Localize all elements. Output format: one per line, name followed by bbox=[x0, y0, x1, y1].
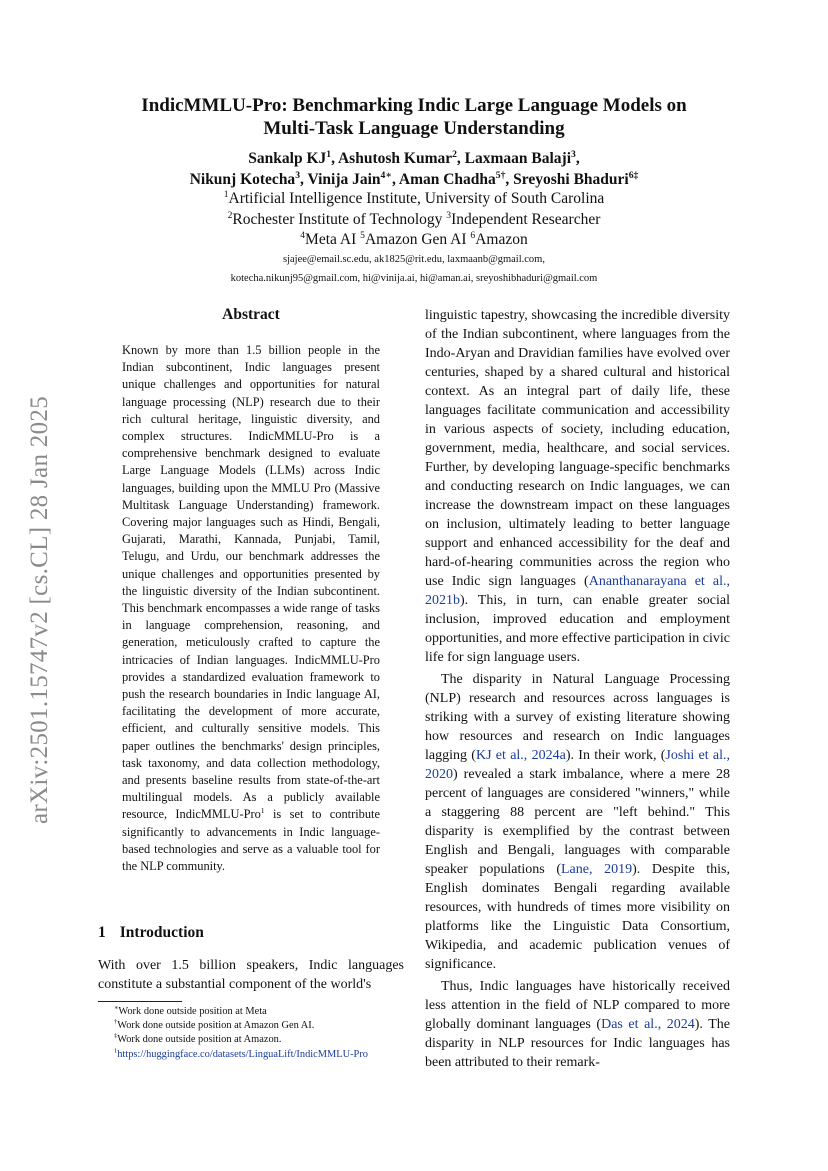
footnote: ∗Work done outside position at Meta bbox=[114, 1004, 267, 1017]
author-name: Laxmaan Balaji bbox=[464, 150, 572, 167]
citation-link[interactable]: Joshi et al., 2020 bbox=[425, 748, 731, 782]
footnote-divider bbox=[98, 1001, 182, 1002]
abstract-heading: Abstract bbox=[222, 306, 280, 323]
right-column bbox=[425, 306, 730, 1072]
author-name: Aman Chadha bbox=[398, 171, 496, 188]
footnote: †Work done outside position at Amazon Gen AI. bbox=[114, 1018, 315, 1032]
section-heading: 1 Introduction bbox=[98, 924, 204, 941]
author-list: Sankalp $KJ^1$, Ashutosh Kumar$^2$, Laxmaan Balaji$^3$, Nikunj Kotecha$^3$, Vinija Jain$^{4∗}$, Aman Chadha$^{5\dagger}$, Sreyoshi Bhaduri$^{6\ddagger}$ bbox=[189, 148, 639, 188]
author-name: Ashutosh Kumar bbox=[337, 150, 453, 167]
author-name: Nikunj Kotecha bbox=[189, 171, 296, 188]
citation-link[interactable]: KJ et al., 2024a bbox=[475, 748, 566, 763]
paragraph: linguistic tapestry, showcasing the incredible diversity of the Indian subcontinent, where languages from the Indo-Aryan and Dravidian families have evolved over centuries, shaped by a shared cultural and historical context. As an integral part of daily life, these languages facilitate communication and accessibility in various aspects of society, including education, government, media, healthcare, and social services. Further, by developing language-specific benchmarks and conducting research on Indic languages, we can increase the downstream impact on these languages on inclusion, ultimately leading to better language support and enhanced accessibility for the deaf and hard-of-hearing communities across the region who use Indic sign languages (Ananthanarayana et al., 2021b). This, in turn, can enable greater social inclusion, improved education and employment opportunities, and more effective participation in civic life for sign language users. bbox=[425, 308, 730, 665]
citation-link[interactable]: Das et al., 2024 bbox=[601, 1017, 695, 1032]
footnote: $^1$https://huggingface.co/datasets/LinguaLift/IndicMMLU-Pro bbox=[114, 1047, 368, 1060]
author-name: Sreyoshi Bhaduri bbox=[513, 171, 629, 188]
citation-link[interactable]: Lane, 2019 bbox=[561, 862, 633, 877]
dataset-link[interactable]: https://huggingface.co/datasets/LinguaLift/IndicMMLU-Pro bbox=[117, 1048, 368, 1060]
author-name: Sankalp KJ bbox=[248, 150, 327, 167]
author-emails: sjajee@email.sc.edu, ak1825@rit.edu, laxmaanb@gmail.com, kotecha.nikunj95@gmail.com, hi@vinija.ai, hi@aman.ai, sreyoshibhaduri@gmail.com bbox=[230, 254, 598, 284]
arxiv-identifier: arXiv:2501.15747v2 [cs.CL] 28 Jan 2025 bbox=[26, 395, 53, 825]
author-name: Vinija Jain bbox=[307, 171, 381, 188]
footnotes bbox=[98, 1005, 404, 1062]
footnote-ref: 1 bbox=[260, 806, 265, 816]
footnote: ‡Work done outside position at Amazon. bbox=[114, 1032, 282, 1046]
citation-link[interactable]: Ananthanarayana et al., 2021b bbox=[425, 574, 730, 608]
paper-title: IndicMMLU-Pro: Benchmarking Indic Large Language Models on Multi-Task Language Understanding bbox=[141, 95, 687, 139]
paragraph: Thus, Indic languages have historically received less attention in the field of NLP compared to more globally dominant languages (Das et al., 2024). The disparity in NLP resources for Indic languages has been attributed to their remark- bbox=[425, 979, 730, 1070]
abstract-body: Known by more than 1.5 billion people in the Indian subcontinent, Indic languages present unique challenges and opportunities for natural language processing (NLP) research due to their rich cultural heritage, linguistic diversity, and complex structures. IndicMMLU-Pro is a comprehensive benchmark designed to evaluate Large Language Models (LLMs) across Indic languages, building upon the MMLU Pro (Massive Multitask Language Understanding) framework. Covering major languages such as Hindi, Bengali, Gujarati, Marathi, Kannada, Punjabi, Tamil, Telugu, and Urdu, our benchmark addresses the unique challenges and opportunities presented by the linguistic diversity of the Indian subcontinent. This benchmark encompasses a wide range of tasks in language comprehension, reasoning, and generation, meticulously crafted to capture the intricacies of Indian languages. IndicMMLU-Pro provides a standardized evaluation framework to push the research boundaries in Indic language AI, facilitating the development of more accurate, efficient, and culturally sensitive models. This paper outlines the benchmarks' design principles, task taxonomy, and data collection methodology, and presents baseline results from state-of-the-art multilingual models. As a publicly available resource, IndicMMLU-Pro$^1$ is set to contribute significantly to advancements in Indic language-based technologies and serve as a valuable tool for the NLP community. bbox=[122, 343, 380, 874]
paragraph: The disparity in Natural Language Processing (NLP) research and resources across languages is striking with a survey of existing literature showing how resources and research on Indic languages lagging (KJ et al., 2024a). In their work, (Joshi et al., 2020) revealed a stark imbalance, where a mere 28 percent of languages are considered "winners," while a staggering 88 percent are "left behind." This disparity is exemplified by the contrast between English and Bengali, languages with comparable speaker populations (Lane, 2019). Despite this, English dominates Bengali regarding available resources, with hundreds of times more visibility on platforms like the Linguistic Data Consortium, Wikipedia, and academic publication venues of significance. bbox=[425, 672, 731, 972]
affiliations: $^1$Artificial Intelligence Institute, University of South Carolina $^2$Rochester Institute of Technology $^3$Independent Researcher $^4$Meta AI $^5$Amazon Gen AI $^6$Amazon bbox=[223, 188, 605, 248]
intro-paragraph: With over 1.5 billion speakers, Indic languages constitute a substantial component of the world's bbox=[98, 958, 404, 992]
